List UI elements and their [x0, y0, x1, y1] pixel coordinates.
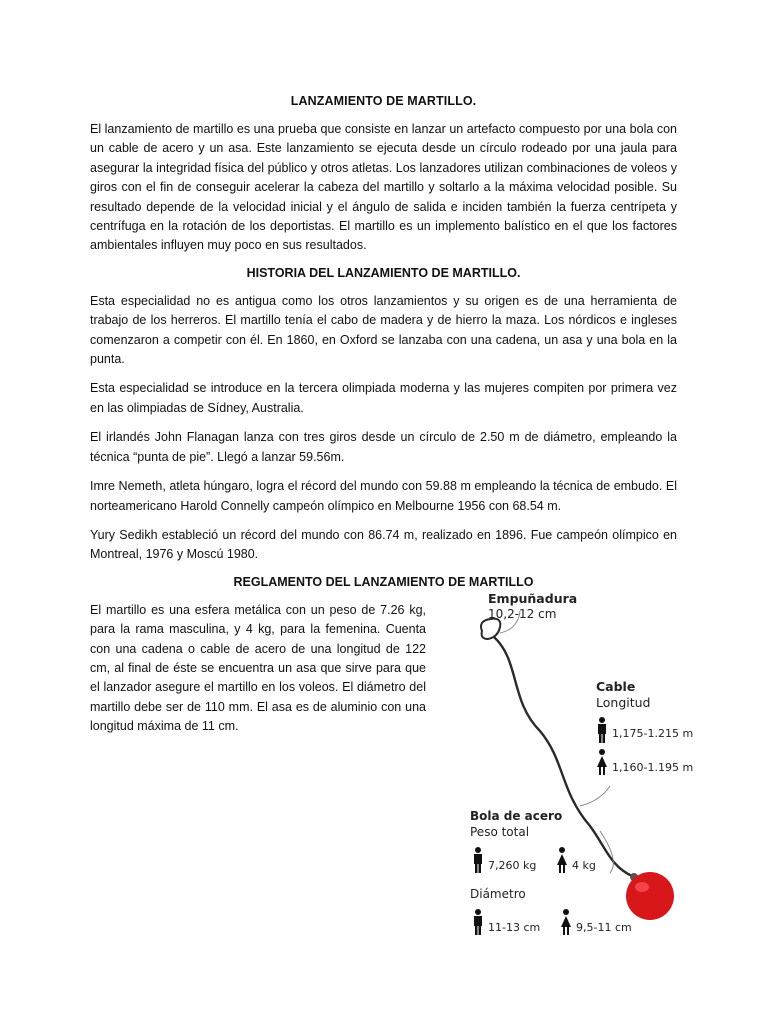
steel-ball [626, 872, 674, 920]
page-title: LANZAMIENTO DE MARTILLO. [290, 94, 477, 108]
history-title: HISTORIA DEL LANZAMIENTO DE MARTILLO. [246, 265, 521, 280]
male-icon [472, 847, 484, 873]
ball-title: Bola de acero [470, 808, 563, 823]
cable-title: Cable [596, 678, 636, 694]
document-content [90, 94, 694, 991]
diameter-male: 11-13 cm [488, 920, 541, 934]
cable-arrow [580, 786, 610, 806]
weight-female: 4 kg [572, 858, 596, 872]
ball-weight-label: Peso total [470, 824, 530, 839]
cable-male-length: 1,175-1.215 m [612, 726, 694, 740]
history-paragraph-5: Yury Sedikh estableció un récord del mundo con 86.74 m, realizado en 1896. Fue campeón olímpico en Montreal, 1976 y Moscú 1980. [90, 527, 677, 562]
male-icon [596, 717, 608, 743]
hammer-illustration [460, 591, 680, 961]
rules-section [90, 590, 694, 991]
rules-title: REGLAMENTO DEL LANZAMIENTO DE MARTILLO [233, 574, 534, 589]
history-paragraph-1: Esta especialidad no es antigua como los otros lanzamientos y su origen es de una herramienta de trabajo de los herreros. El martillo tenía el cabo de madera y de hierro la maza. Los nórdicos e ingleses comenzaron a competir con él. En 1860, en Oxford se lanzaba con una cadena, un asa y una bola en la punta. [90, 293, 677, 367]
history-paragraph-4: Imre Nemeth, atleta húngaro, logra el récord del mundo con 59.88 m empleando la técnica de embudo. El norteamericano Harold Connelly campeón olímpico en Melbourne 1956 con 68.54 m. [90, 479, 677, 513]
grip-handle-shape [481, 618, 500, 638]
hammer-figure [460, 590, 694, 961]
cable-line [494, 637, 632, 876]
diameter-female: 9,5-11 cm [576, 920, 632, 934]
female-icon [556, 847, 568, 873]
weight-male: 7,260 kg [488, 858, 537, 872]
grip-size: 10,2-12 cm [488, 606, 557, 621]
intro-paragraph: El lanzamiento de martillo es una prueba que consiste en lanzar un artefacto compuesto por una bola con un cable de acero y un asa. Este lanzamiento se ejecuta desde un círculo rodeado por una jaula para asegurar la integridad física del público y otros atletas. Los lanzadores utilizan combinaciones de voleos y giros con el fin de conseguir acelerar la cabeza del martillo y soltarlo a la máxima velocidad posible. Su resultado depende de la velocidad inicial y el ángulo de salida e inciden también la fuerza centrípeta y centrífuga en la rotación de los deportistas. El martillo es un implemento balístico en el que los factores ambientales influyen muy poco en sus resultados. [90, 122, 677, 253]
history-paragraph-3: El irlandés John Flanagan lanza con tres giros desde un círculo de 2.50 m de diámetro, empleando la técnica “punta de pie”. Llegó a lanzar 59.56m. [90, 430, 677, 464]
female-icon [596, 749, 608, 775]
cable-female-length: 1,160-1.195 m [612, 760, 694, 774]
history-paragraph-2: Esta especialidad se introduce en la tercera olimpiada moderna y las mujeres compiten por primera vez en las olimpiadas de Sídney, Australia. [90, 381, 677, 415]
rules-paragraph: El martillo es una esfera metálica con un peso de 7.26 kg, para la rama masculina, y 4 kg, para la femenina. Cuenta con una cadena o cable de acero de una longitud de 122 cm, al final de éste se encuentra un asa que sirve para que el lanzador asegure el martillo en los voleos. El diámetro del martillo debe ser de 110 mm. El asa es de aluminio con una longitud máxima de 11 cm. [90, 602, 426, 734]
diameter-label: Diámetro [470, 886, 526, 901]
male-icon [472, 909, 484, 935]
ball-highlight [635, 882, 649, 892]
female-icon [560, 909, 572, 935]
cable-subtitle: Longitud [596, 694, 651, 710]
grip-title: Empuñadura [488, 590, 578, 606]
